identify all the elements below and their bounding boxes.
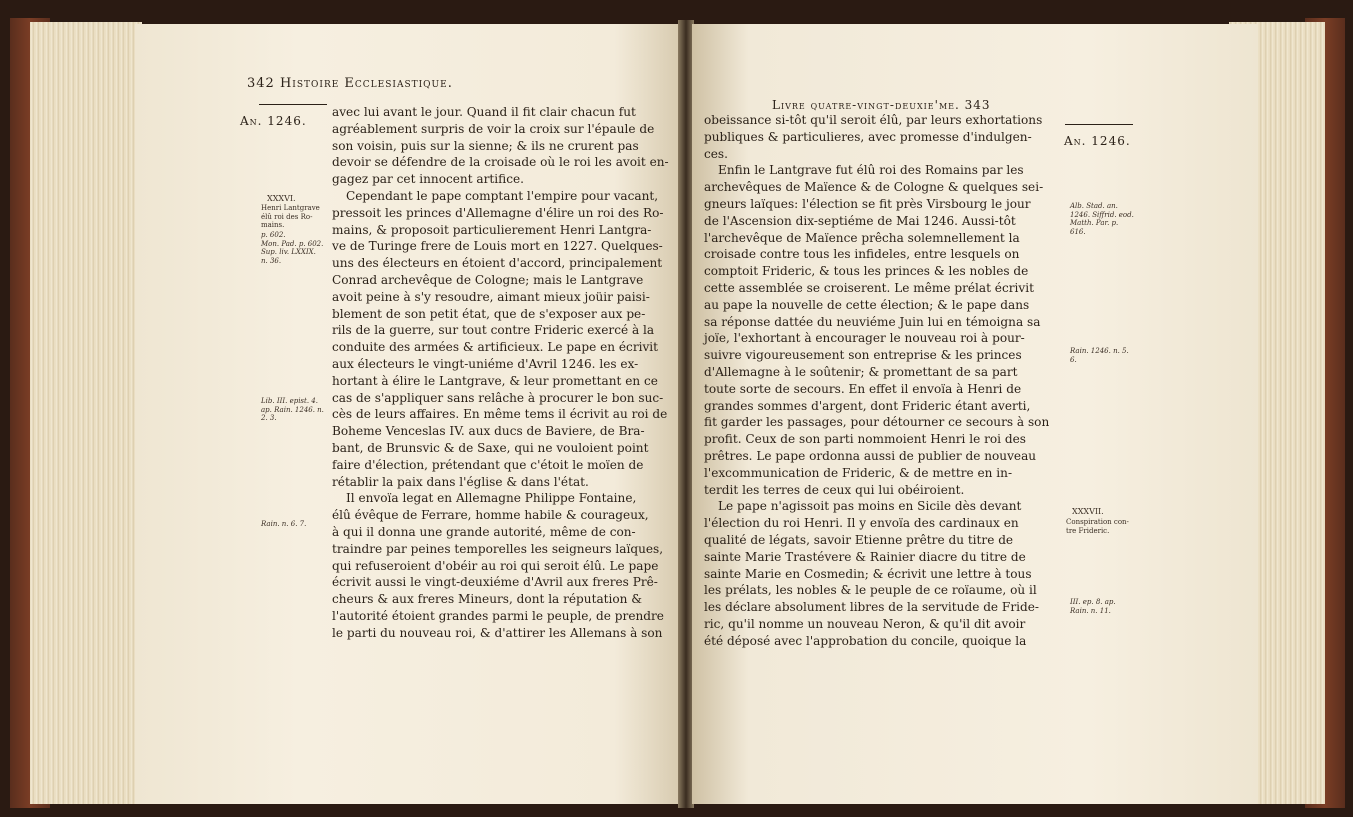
- right-year-rule: [1065, 124, 1133, 125]
- page-edges-left: [30, 22, 142, 804]
- left-margin-refs-3: Rain. n. 6. 7.: [261, 520, 307, 528]
- right-section-title: Conspiration con- tre Frideric.: [1066, 518, 1129, 535]
- right-section-number: XXXVII.: [1072, 507, 1104, 516]
- left-body-text: avec lui avant le jour. Quand il fit clair chacun fut agréablement surpris de voir la croix sur l'épaule de son voisin, puis sur la sienne; & ils ne crurent pas devoir se défendre de la croisade où le roi les avoit en- gagez par cet innocent artifice. Cependant le pape comptant l'empire pour vacant, pressoit les princes d'Allemagne d'élire un roi des Ro- mains, & proposoit particulierement Henri Lantgra- ve de Turinge frere de Louis mort en 1227. Quelques- uns des électeurs en étoient d'accord, principalement Conrad archevêque de Cologne; mais le Lantgrave avoit peine à s'y resoudre, aimant mieux joüir paisi- blement de son petit état, que de s'exposer aux pe- rils de la guerre, sur tout contre Frideric exercé à la conduite des armées & artificieux. Le pape en écrivit aux électeurs le vingt-uniéme d'Avril 1246. les ex- hortant à élire le Lantgrave, & leur promettant en ce cas de s'appliquer sans relâche à procurer le bon suc- cès de leurs affaires. En même tems il écrivit au roi de Boheme Venceslas IV. aux ducs de Baviere, de Bra- bant, de Brunsvic & de Saxe, qui ne vouloient point faire d'élection, prétendant que c'étoit le moïen de rétablir la paix dans l'église & dans l'état. Il envoïa legat en Allemagne Philippe Fontaine, élû évêque de Ferrare, homme habile & courageux, à qui il donna une grande autorité, même de con- traindre par peines temporelles les seigneurs laïques, qui refuseroient d'obéir au roi qui seroit élû. Le pape écrivit aussi le vingt-deuxiéme d'Avril aux freres Prê- cheurs & aux freres Mineurs, dont la réputation & l'autorité étoient grandes parmi le peuple, de prendre le parti du nouveau roi, & d'attirer les Allemans à son: [332, 105, 669, 640]
- right-page-header: Livre quatre-vingt-deuxie'me. 343: [772, 98, 991, 112]
- left-margin-refs-1: p. 602. Mon. Pad. p. 602. Sup. liv. LXXIX. n. 36.: [261, 231, 324, 265]
- left-section-number: XXXVI.: [267, 194, 296, 203]
- year-rule: [259, 104, 327, 105]
- left-year-marker: An. 1246.: [240, 114, 307, 128]
- right-margin-refs-2: Rain. 1246. n. 5. 6.: [1070, 347, 1129, 364]
- left-section-title: Henri Lantgrave élû roi des Ro- mains.: [261, 204, 320, 229]
- right-margin-refs-1: Alb. Stad. an. 1246. Siffrid. eod. Matth. Par. p. 616.: [1070, 202, 1134, 236]
- right-margin-refs-3: III. ep. 8. ap. Rain. n. 11.: [1070, 598, 1116, 615]
- left-page: [135, 24, 680, 804]
- left-margin-refs-2: Lib. III. epist. 4. ap. Rain. 1246. n. 2. 3.: [261, 397, 324, 422]
- left-page-header: 342 Histoire Ecclesiastique.: [247, 76, 453, 91]
- right-page: [692, 24, 1258, 804]
- right-body-text: obeissance si-tôt qu'il seroit élû, par leurs exhortations publiques & particulieres, avec promesse d'indulgen- ces. Enfin le Lantgrave fut élû roi des Romains par les archevêques de Maïence & de Cologne & quelques sei- gneurs laïques: l'élection se fit près Virsbourg le jour de l'Ascension dix-septiéme de Mai 1246. Aussi-tôt l'archevêque de Maïence prêcha solemnellement la croisade contre tous les infideles, entre lesquels on comptoit Frideric, & tous les princes & les nobles de cette assemblée se croiserent. Le même prélat écrivit au pape la nouvelle de cette élection; & le pape dans sa réponse dattée du neuviéme Juin lui en témoigna sa joïe, l'exhortant à encourager le nouveau roi à pour- suivre vigoureusement son entreprise & les princes d'Allemagne à le soûtenir; & promettant de sa part toute sorte de secours. En effet il envoïa à Henri de grandes sommes d'argent, dont Frideric étant averti, fit garder les passages, pour détourner ce secours à son profit. Ceux de son parti nommoient Henri le roi des prêtres. Le pape ordonna aussi de publier de nouveau l'excommunication de Frideric, & de mettre en in- terdit les terres de ceux qui lui obéiroient. Le pape n'agissoit pas moins en Sicile dès devant l'élection du roi Henri. Il y envoïa des cardinaux en qualité de légats, savoir Etienne prêtre du titre de sainte Marie Trastévere & Rainier diacre du titre de sainte Marie en Cosmedin; & écrivit une lettre à tous les prélats, les nobles & le peuple de ce roïaume, où il les déclare absolument libres de la servitude de Fride- ric, qu'il nomme un nouveau Neron, & qu'il dit avoir été déposé avec l'approbation du concile, quoique la: [704, 113, 1050, 648]
- right-year-marker: An. 1246.: [1064, 134, 1131, 148]
